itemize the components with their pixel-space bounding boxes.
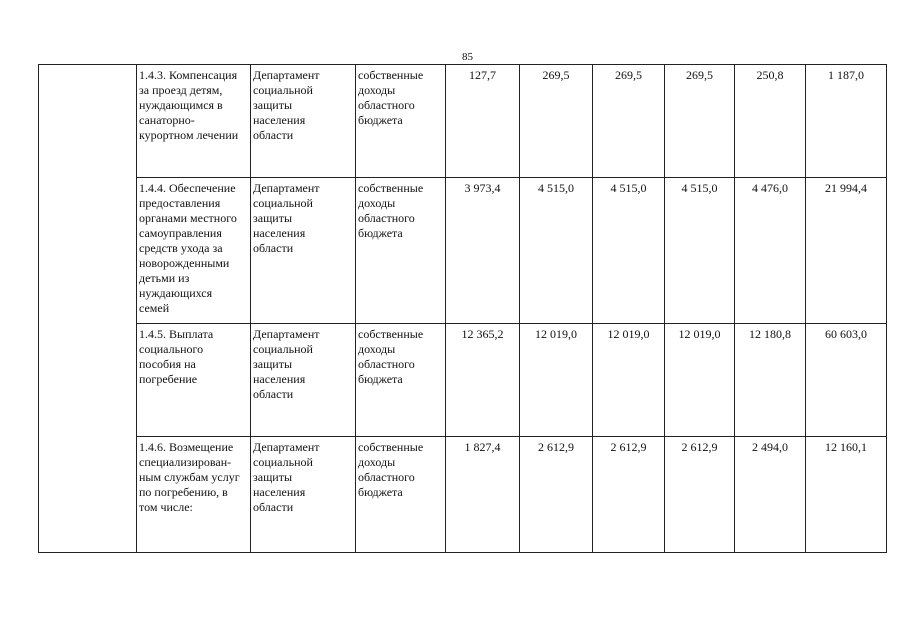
value-cell: 2 612,9 — [610, 440, 647, 454]
blank-left-cell — [39, 65, 137, 553]
value-cell: 12 365,2 — [461, 327, 504, 341]
budget-table — [38, 64, 887, 553]
measure-name: 1.4.3. Компенсация за проезд детям, нуждающимся в санаторно- курортном лечении — [139, 68, 239, 142]
table-row — [39, 324, 887, 437]
value-cell: 2 612,9 — [681, 440, 718, 454]
table-row — [39, 178, 887, 324]
measure-name: 1.4.6. Возмещение специализирован- ным службам услуг по погребению, в том числе: — [139, 440, 240, 514]
executor-name: Департамент социальной защиты населения области — [253, 181, 320, 255]
measure-name: 1.4.4. Обеспечение предоставления органами местного самоуправления средств ухода за новорожденными детьми из нуждающихся семей — [139, 181, 237, 315]
value-cell: 4 515,0 — [538, 181, 574, 195]
value-cell: 269,5 — [542, 68, 570, 82]
total-cell: 21 994,4 — [825, 181, 867, 195]
value-cell: 12 180,8 — [749, 327, 791, 341]
funding-source: собственные доходы областного бюджета — [358, 327, 424, 386]
value-cell: 250,8 — [756, 68, 784, 82]
value-cell: 127,7 — [469, 68, 496, 82]
value-cell: 4 515,0 — [610, 181, 647, 195]
value-cell: 269,5 — [686, 68, 713, 82]
funding-source: собственные доходы областного бюджета — [358, 440, 424, 499]
value-cell: 12 019,0 — [678, 327, 721, 341]
value-cell: 2 612,9 — [538, 440, 574, 454]
page-number: 85 — [462, 51, 473, 63]
funding-source: собственные доходы областного бюджета — [358, 181, 424, 240]
value-cell: 12 019,0 — [607, 327, 650, 341]
executor-name: Департамент социальной защиты населения области — [253, 327, 320, 401]
table-row — [39, 437, 887, 553]
value-cell: 4 476,0 — [752, 181, 788, 195]
executor-name: Департамент социальной защиты населения области — [253, 68, 320, 142]
funding-source: собственные доходы областного бюджета — [358, 68, 424, 127]
measure-name: 1.4.5. Выплата социального пособия на погребение — [139, 327, 214, 386]
total-cell: 60 603,0 — [825, 327, 867, 341]
value-cell: 1 827,4 — [464, 440, 501, 454]
total-cell: 1 187,0 — [828, 68, 864, 82]
executor-name: Департамент социальной защиты населения области — [253, 440, 320, 514]
value-cell: 4 515,0 — [681, 181, 718, 195]
value-cell: 269,5 — [615, 68, 642, 82]
table-row — [39, 65, 887, 178]
value-cell: 12 019,0 — [535, 327, 577, 341]
value-cell: 3 973,4 — [464, 181, 501, 195]
total-cell: 12 160,1 — [825, 440, 867, 454]
value-cell: 2 494,0 — [752, 440, 788, 454]
